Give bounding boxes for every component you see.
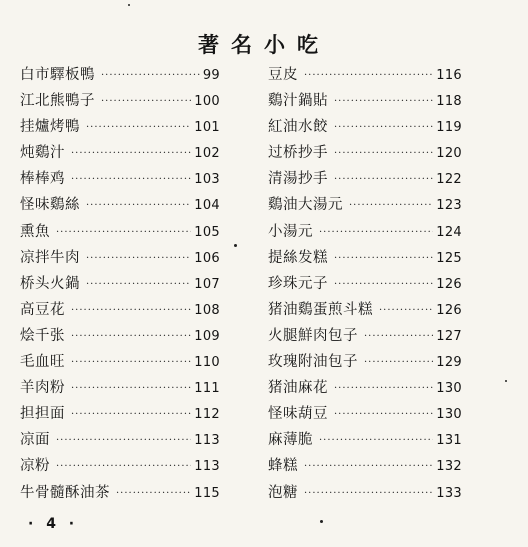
toc-entry-page: 126 [436,302,462,318]
toc-entry-page: 120 [436,146,462,162]
toc-entry-title: 毛血旺 [20,354,65,371]
toc-entry-page: 127 [436,328,462,344]
toc-entry [20,323,220,349]
toc-entry-title: 担担面 [20,406,65,423]
toc-entry-page: 116 [436,68,462,83]
dot-leader [86,115,191,141]
dot-leader [71,324,191,350]
toc-entry [20,349,220,375]
print-speck [505,380,507,382]
toc-entry-page: 108 [194,302,220,318]
toc-entry-page: 100 [194,94,220,110]
toc-entry [268,114,462,140]
toc-entry [20,88,220,114]
toc-entry-title: 棒棒鸡 [20,171,65,188]
page-number: · 4 · [28,516,79,532]
toc-entry [20,192,220,218]
toc-entry-page: 130 [436,381,462,397]
dot-leader [71,402,191,428]
toc-entry-page: 107 [194,276,220,292]
toc-entry-page: 104 [194,198,220,214]
toc-entry-title: 紅油水餃 [268,119,328,136]
toc-entry-page: 109 [194,328,220,344]
toc-entry [268,453,462,479]
toc-entry [268,245,462,271]
toc-entry [20,375,220,401]
toc-entry-title: 清湯抄手 [268,171,328,188]
toc-entry [268,401,462,427]
toc-entry-page: 118 [436,94,462,110]
toc-entry [20,166,220,192]
toc-entry-page: 122 [436,172,462,188]
toc-entry-page: 130 [436,407,462,423]
toc-entry-title: 怪味葫豆 [268,406,328,423]
toc-entry [20,297,220,323]
toc-entry-title: 凉拌牛肉 [20,249,80,266]
toc-entry-page: 131 [436,433,462,449]
toc-entry-title: 挂爐烤鴨 [20,119,80,136]
toc-entry [268,192,462,218]
toc-entry-title: 泡糖 [268,484,298,501]
toc-entry-page: 132 [436,459,462,475]
dot-leader [101,89,191,115]
toc-entry [268,427,462,453]
toc-entry-title: 火腿鮮肉包子 [268,327,358,344]
dot-leader [71,167,191,193]
dot-leader [319,220,433,246]
toc-entry-page: 103 [194,172,220,188]
toc-entry-title: 玫瑰附油包子 [268,354,358,371]
dot-leader [379,298,433,324]
dot-leader [56,454,191,480]
toc-entry [20,453,220,479]
toc-entry-title: 熏魚 [20,223,50,240]
toc-entry [20,245,220,271]
toc-right-column [268,62,462,506]
toc-entry [20,114,220,140]
toc-entry [20,62,220,88]
dot-leader [71,350,191,376]
dot-leader [364,324,433,350]
toc-entry [268,297,462,323]
dot-leader [349,193,433,219]
toc-entry-title: 猪油鷄蛋煎斗糕 [268,301,373,318]
dot-leader [116,481,191,507]
toc-entry-page: 113 [194,459,220,475]
toc-entry-page: 123 [436,198,462,214]
toc-entry-page: 105 [194,224,220,240]
toc-entry [268,375,462,401]
toc-entry-page: 102 [194,146,220,162]
toc-entry-page: 112 [194,407,220,423]
toc-entry [268,88,462,114]
toc-entry [268,271,462,297]
toc-entry-title: 鷄汁鍋貼 [268,93,328,110]
toc-entry-title: 珍珠元子 [268,275,328,292]
toc-entry-title: 鷄油大湯元 [268,197,343,214]
dot-leader [71,298,191,324]
toc-entry [268,349,462,375]
toc-left-column [20,62,220,506]
dot-leader [334,167,433,193]
dot-leader [304,481,433,507]
toc-entry-page: 124 [436,224,462,240]
dot-leader [334,402,433,428]
toc-entry-title: 烩千张 [20,327,65,344]
toc-entry-page: 125 [436,250,462,266]
toc-entry-title: 怪味鷄絲 [20,197,80,214]
dot-leader [71,141,191,167]
toc-entry [20,427,220,453]
toc-entry-title: 江北熊鴨子 [20,93,95,110]
dot-leader [334,141,433,167]
toc-entry-page: 126 [436,276,462,292]
toc-entry [268,140,462,166]
toc-entry-title: 蜂糕 [268,458,298,475]
toc-entry-title: 桥头火鍋 [20,275,80,292]
toc-entry-title: 豆皮 [268,67,298,83]
toc-entry [268,166,462,192]
dot-leader [334,246,433,272]
toc-entry-title: 提絲发糕 [268,249,328,266]
print-speck [234,244,237,247]
toc-entry-page: 113 [194,433,220,449]
dot-leader [319,428,433,454]
toc-entry-title: 猪油麻花 [268,380,328,397]
toc-entry [20,480,220,506]
dot-leader [334,115,433,141]
dot-leader [334,272,433,298]
toc-entry-page: 115 [194,485,220,501]
toc-entry [268,323,462,349]
print-speck [320,520,323,523]
toc-entry-page: 106 [194,250,220,266]
toc-entry-title: 炖鷄汁 [20,145,65,162]
toc-entry-title: 白市驛板鴨 [20,67,95,83]
toc-entry [20,271,220,297]
toc-entry-page: 110 [194,355,220,371]
dot-leader [334,376,433,402]
toc-entry [20,401,220,427]
toc-entry-page: 119 [436,120,462,136]
toc-entry-title: 高豆花 [20,301,65,318]
toc-entry [268,480,462,506]
toc-entry-title: 麻薄脆 [268,432,313,449]
dot-leader [86,272,191,298]
dot-leader [86,246,191,272]
toc-entry [268,62,462,88]
toc-entry [20,219,220,245]
toc-entry [20,140,220,166]
toc-entry-page: 133 [436,485,462,501]
toc-entry-page: 99 [202,68,220,83]
toc-entry [268,219,462,245]
toc-entry-title: 小湯元 [268,223,313,240]
toc-entry-page: 111 [194,381,220,397]
dot-leader [304,454,433,480]
dot-leader [101,63,200,89]
dot-leader [364,350,433,376]
toc-entry-title: 凉面 [20,432,50,449]
toc-entry-title: 凉粉 [20,458,50,475]
print-speck [128,4,130,6]
toc-entry-title: 过桥抄手 [268,145,328,162]
dot-leader [56,220,191,246]
dot-leader [71,376,191,402]
toc-entry-page: 101 [194,120,220,136]
toc-entry-title: 牛骨髓酥油茶 [20,484,110,501]
dot-leader [56,428,191,454]
toc-entry-page: 129 [436,355,462,371]
toc-entry-title: 羊肉粉 [20,380,65,397]
dot-leader [304,63,433,89]
dot-leader [334,89,433,115]
dot-leader [86,193,191,219]
section-title: 著名小吃 [198,32,330,58]
